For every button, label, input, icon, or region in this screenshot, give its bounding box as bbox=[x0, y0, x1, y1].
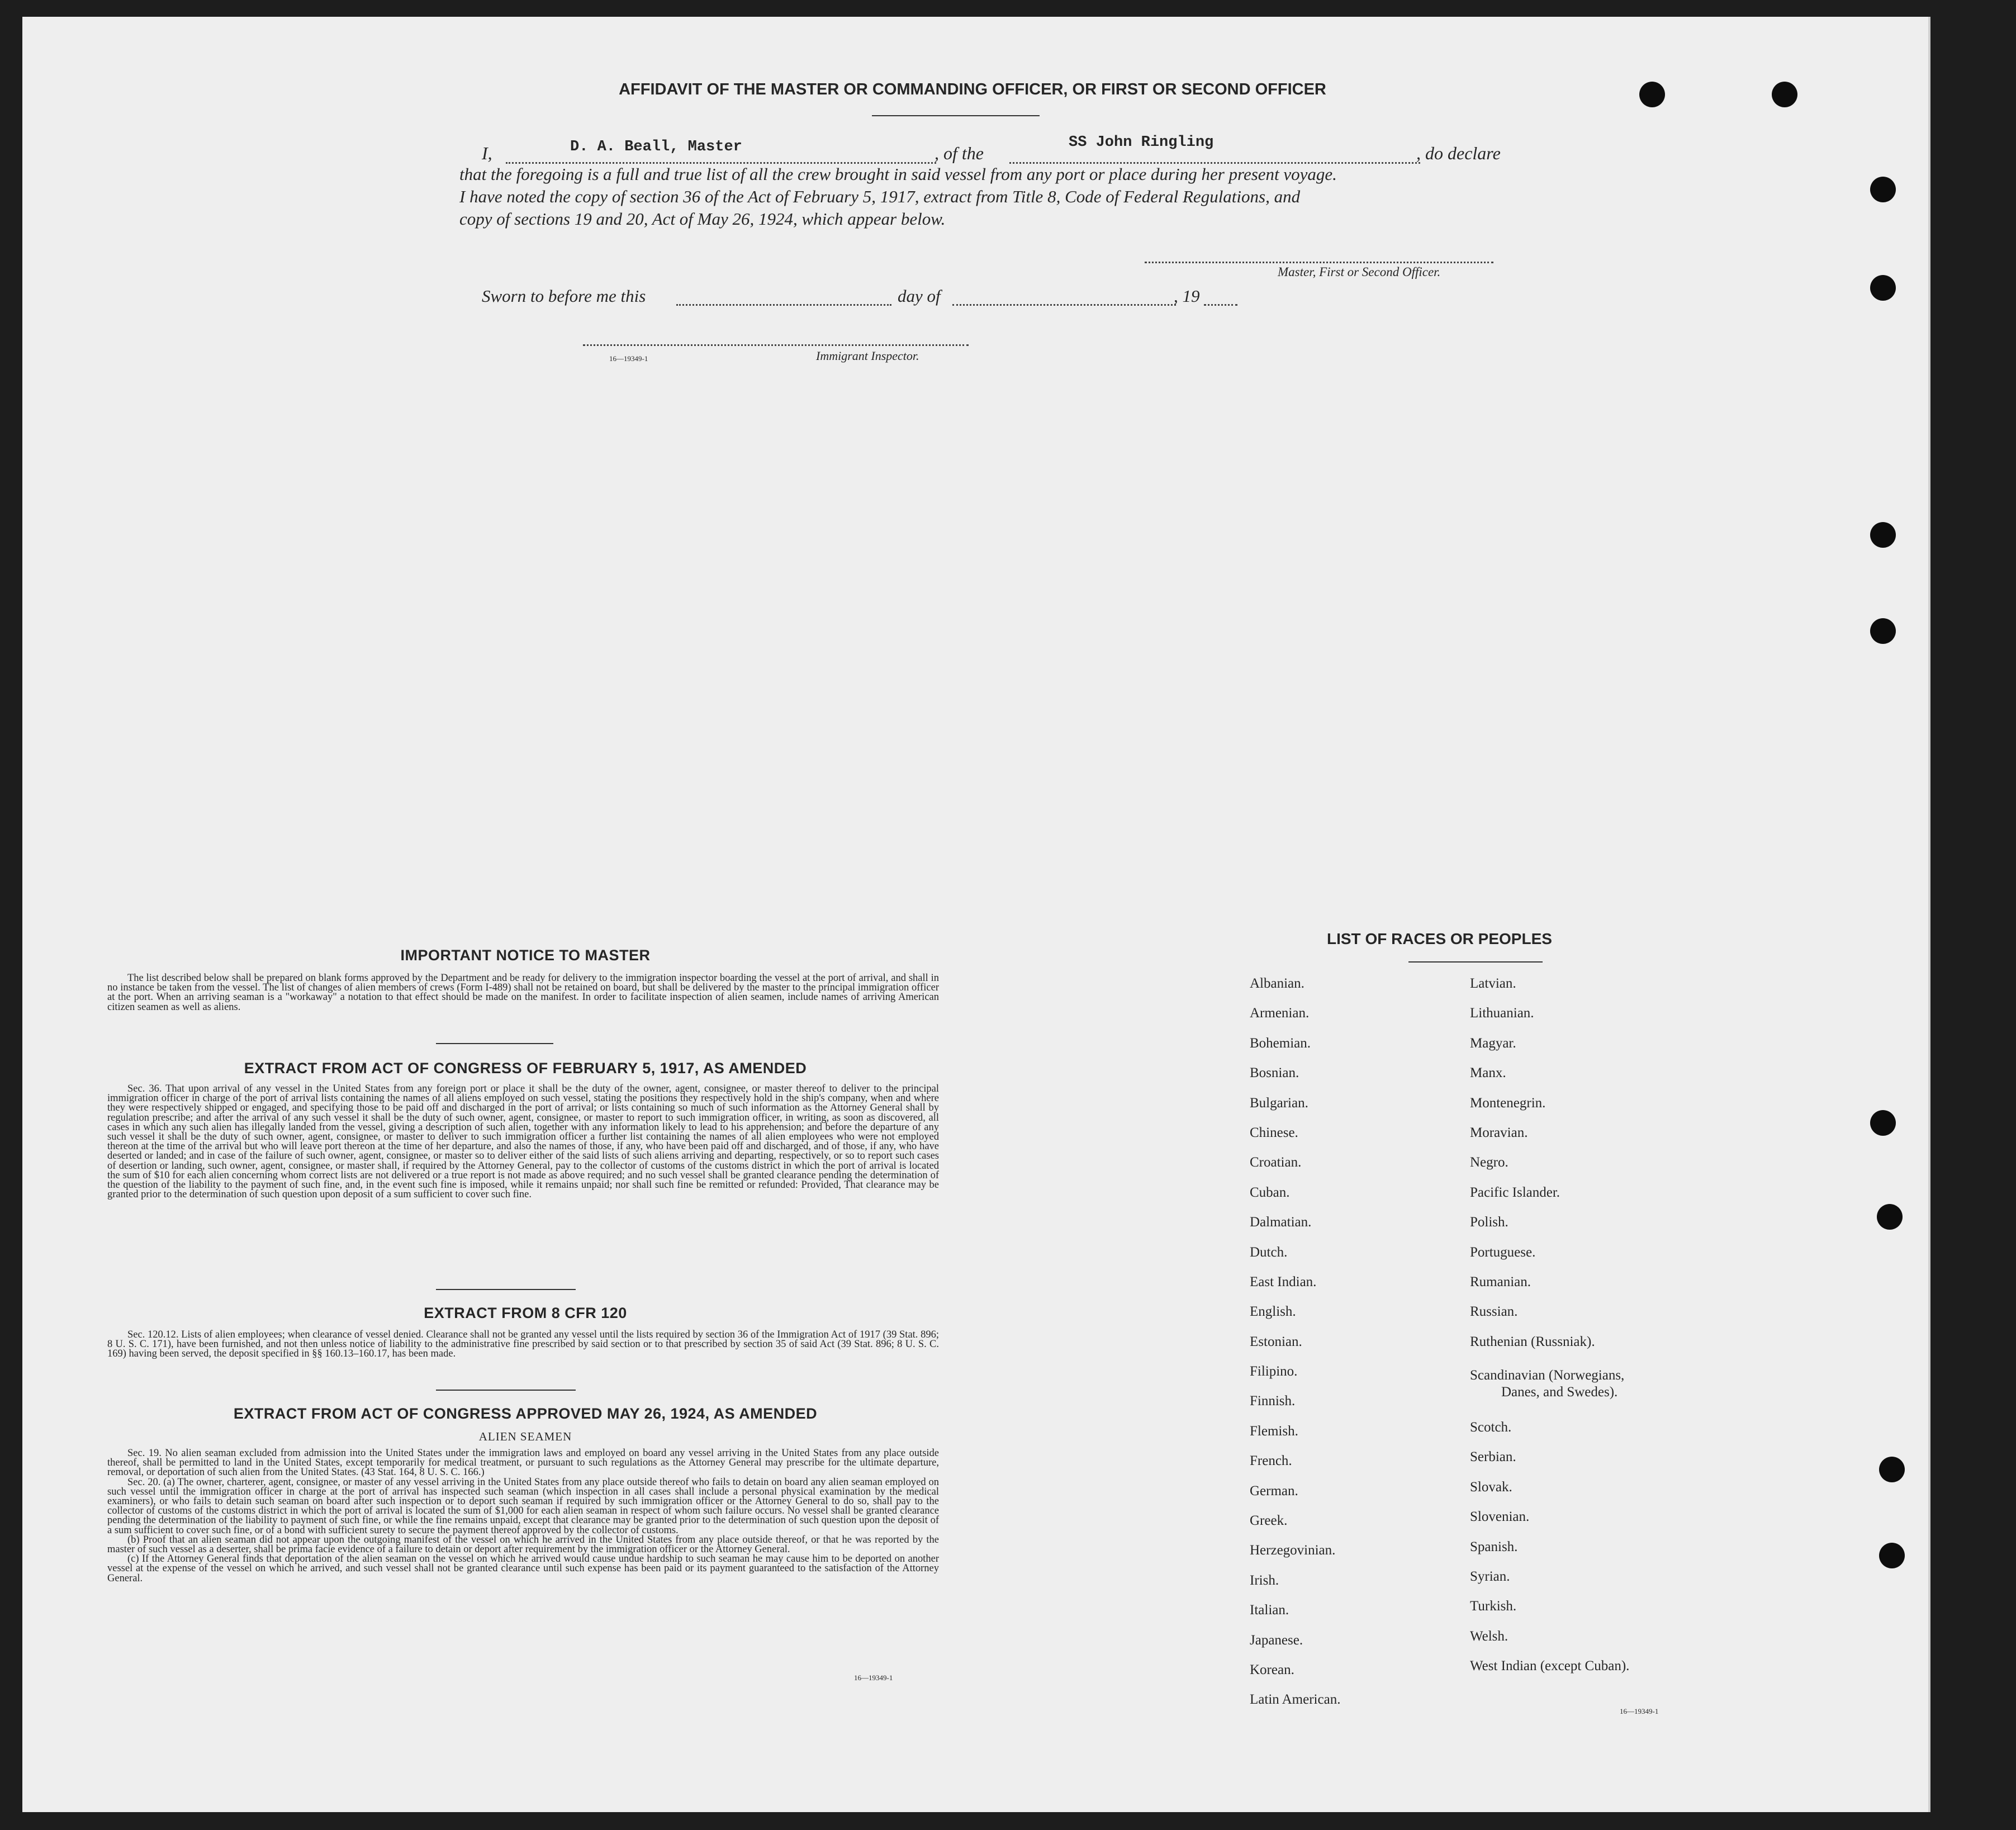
year-prefix: , 19 bbox=[1174, 286, 1200, 306]
scandinavian-line-2: Danes, and Swedes). bbox=[1501, 1385, 1618, 1400]
race-item: Italian. bbox=[1250, 1603, 1289, 1618]
race-item: Scotch. bbox=[1470, 1420, 1512, 1435]
race-item: Welsh. bbox=[1470, 1628, 1509, 1644]
inspector-signature-blank bbox=[583, 344, 969, 346]
race-item: Latvian. bbox=[1470, 976, 1516, 991]
race-item: Armenian. bbox=[1250, 1006, 1310, 1021]
sworn-month-blank bbox=[952, 304, 1176, 306]
punch-hole bbox=[1879, 1543, 1905, 1568]
race-item: Croatian. bbox=[1250, 1155, 1302, 1170]
form-number: 16—19349-1 bbox=[854, 1673, 893, 1682]
notice-body bbox=[107, 974, 939, 1012]
race-item: Serbian. bbox=[1470, 1449, 1516, 1465]
section-divider bbox=[436, 1390, 576, 1391]
race-item: Bohemian. bbox=[1250, 1035, 1311, 1051]
race-item: Turkish. bbox=[1470, 1599, 1517, 1614]
race-item-scandinavian bbox=[1470, 1364, 1629, 1420]
section-divider bbox=[436, 1043, 553, 1044]
race-item: Korean. bbox=[1250, 1662, 1294, 1677]
race-item: Russian. bbox=[1470, 1304, 1518, 1320]
signature-blank bbox=[1145, 262, 1493, 263]
race-item: Ruthenian (Russniak). bbox=[1470, 1334, 1595, 1349]
i-label: I, bbox=[482, 143, 492, 163]
declaration-line-4: copy of sections 19 and 20, Act of May 26, 1924, which appear below. bbox=[459, 209, 946, 229]
name-blank bbox=[506, 162, 936, 164]
race-item: German. bbox=[1250, 1483, 1298, 1499]
race-item: French. bbox=[1250, 1453, 1292, 1469]
race-item: Spanish. bbox=[1470, 1539, 1518, 1554]
declaration-line-3: I have noted the copy of section 36 of the Act of February 5, 1917, extract from Title 8, Code of Federal Regulations, and bbox=[459, 187, 1301, 206]
punch-hole bbox=[1870, 177, 1896, 202]
races-divider bbox=[1408, 961, 1543, 963]
race-item: Negro. bbox=[1470, 1155, 1509, 1170]
vessel-blank bbox=[1009, 162, 1420, 164]
notice-text: The list described below shall be prepared on blank forms approved by the Department and be ready for delivery to the immigration inspector boarding the vessel at the port of arrival, and shall in no instance be taken from the vessel. The list of changes of alien members of crews (Form I-489) shall not be retained on board, but shall be delivered by the master to the principal immigration officer at the port. When an arriving seaman is a "workaway" a notation to that effect should be made on the manifest. In order to facilitate inspection of alien seamen, include names of arriving American citizen seamen as well as aliens. bbox=[107, 973, 939, 1013]
race-item: Slovak. bbox=[1470, 1479, 1512, 1495]
section-20b-text: (b) Proof that an alien seaman did not appear upon the outgoing manifest of the vessel on which he arrived in the United States from any place outside thereof, or that he was reported by the master of such vessel as a deserter, shall be prima facie evidence of a failure to detain or deport after requirement by the immigration officer or the Attorney General. bbox=[107, 1534, 939, 1556]
scandinavian-line-1: Scandinavian (Norwegians, bbox=[1470, 1368, 1625, 1383]
race-item: English. bbox=[1250, 1304, 1296, 1320]
day-of-label: day of bbox=[898, 286, 941, 306]
section-19-text: Sec. 19. No alien seaman excluded from admission into the United States under the immigration laws and employed on board any vessel arriving in the United States from any place outside thereof, shall be permitted to land in the United States, except temporarily for medical treatment, or pursuant to such regulations as the Attorney General may prescribe for the ultimate departure, removal, or deportation of such alien from the United States. (43 Stat. 164, 8 U. S. C. 166.) bbox=[107, 1448, 939, 1478]
race-item: Montenegrin. bbox=[1470, 1095, 1546, 1111]
section-20c-text: (c) If the Attorney General finds that deportation of the alien seaman on the vessel on which he arrived would cause undue hardship to such seaman he may cause him to be deported on another vessel at the expense of the vessel on which he arrived, and such vessel shall not be granted clearance until such expense has been paid or its payment guaranteed to the satisfaction of the Attorney General. bbox=[107, 1553, 939, 1584]
master-name: D. A. Beall, Master bbox=[570, 139, 742, 155]
race-item: Bosnian. bbox=[1250, 1065, 1299, 1081]
notice-title: IMPORTANT NOTICE TO MASTER bbox=[400, 947, 651, 964]
form-number: 16—19349-1 bbox=[609, 354, 648, 363]
do-declare-label: , do declare bbox=[1416, 143, 1501, 163]
sworn-day-blank bbox=[676, 304, 891, 306]
year-blank bbox=[1204, 304, 1237, 306]
document-page bbox=[22, 17, 1930, 1812]
race-item: Slovenian. bbox=[1470, 1509, 1530, 1525]
race-item: Filipino. bbox=[1250, 1364, 1298, 1379]
punch-hole bbox=[1772, 82, 1797, 107]
sworn-label: Sworn to before me this bbox=[482, 286, 646, 306]
of-the-label: , of the bbox=[935, 143, 984, 163]
race-item: Bulgarian. bbox=[1250, 1095, 1308, 1111]
races-left-column bbox=[1250, 976, 1340, 1722]
extract-1917-title: EXTRACT FROM ACT OF CONGRESS OF FEBRUARY 5, 1917, AS AMENDED bbox=[244, 1060, 807, 1077]
extract-cfr-body bbox=[107, 1330, 939, 1359]
cfr-120-12-text: Sec. 120.12. Lists of alien employees; when clearance of vessel denied. Clearance shall not be granted any vessel until the lists required by section 36 of the Immigration Act of 1917 (39 Stat. 896; 8 U. S. C. 171), have been furnished, and not then unless notice of liability to the administrative fine prescribed by said section or to that prescribed by section 35 of said Act (39 Stat. 896; 8 U. S. C. 169) having been served, the deposit specified in §§ 160.13–160.17, has been made. bbox=[107, 1329, 939, 1360]
punch-hole bbox=[1870, 618, 1896, 644]
race-item: Dalmatian. bbox=[1250, 1215, 1312, 1230]
extract-1924-title: EXTRACT FROM ACT OF CONGRESS APPROVED MAY 26, 1924, AS AMENDED bbox=[233, 1405, 818, 1422]
race-item: Irish. bbox=[1250, 1572, 1279, 1588]
race-item: Estonian. bbox=[1250, 1334, 1302, 1349]
section-divider bbox=[436, 1289, 576, 1290]
race-item: Pacific Islander. bbox=[1470, 1184, 1560, 1200]
race-item: Flemish. bbox=[1250, 1423, 1298, 1439]
punch-hole bbox=[1877, 1204, 1903, 1230]
race-item: Dutch. bbox=[1250, 1244, 1288, 1260]
affidavit-title: AFFIDAVIT OF THE MASTER OR COMMANDING OFFICER, OR FIRST OR SECOND OFFICER bbox=[619, 80, 1326, 98]
signature-label: Master, First or Second Officer. bbox=[1278, 265, 1441, 279]
alien-seamen-subtitle: ALIEN SEAMEN bbox=[478, 1430, 572, 1443]
race-item: Lithuanian. bbox=[1470, 1006, 1534, 1021]
section-20a-text: Sec. 20. (a) The owner, charterer, agent, consignee, or master of any vessel arriving in the United States from any place outside thereof who fails to detain on board any alien seaman employed on such vessel until the immigration officer in charge at the port of arrival has inspected such seaman (which inspection in all cases shall include a personal physical examination by the medical examiners), or who fails to detain such seaman on board after such inspection or to deport such seaman if required by such immigration officer or the Attorney General to do so, shall pay to the collector of customs of the customs district in which the port of arrival is located the sum of $1,000 for each alien seaman in respect of whom such failure occurs. No vessel shall be granted clearance pending the determination of the liability to payment of such fine, or while the fine remains unpaid, except that clearance may be granted prior to the determination of such question upon the deposit of a sum sufficient to cover such fine, or of a bond with sufficient surety to secure the payment thereof approved by the collector of customs. bbox=[107, 1476, 939, 1536]
races-title: LIST OF RACES OR PEOPLES bbox=[1327, 930, 1552, 947]
punch-hole bbox=[1879, 1457, 1905, 1482]
title-divider bbox=[872, 115, 1040, 116]
race-item: Portuguese. bbox=[1470, 1244, 1536, 1260]
section-36-text: Sec. 36. That upon arrival of any vessel in the United States from any foreign port or place it shall be the duty of the owner, agent, consignee, or master thereof to deliver to the principal immigration officer in charge of the port of arrival lists containing the names of all aliens employed on such vessel, stating the positions they respectively hold in the ship's company, when and where they were respectively shipped or engaged, and specifying those to be paid off and discharged in the port of arrival; or lists containing so much of such information as the Attorney General shall by regulation prescribe; and after the arrival of any such vessel it shall be the duty of such owner, agent, consignee, or master to report to such immigration officer, in writing, as soon as discovered, all cases in which any such alien has illegally landed from the vessel, giving a description of such alien, together with any information likely to lead to his apprehension; and before the departure of any such vessel it shall be the duty of such owner, agent, consignee, or master to deliver to such immigration officer a further list containing the names of all alien employees who were not employed thereon at the time of the arrival but who will leave port thereon at the time of her departure, and also the names of those, if any, who have been paid off and discharged, and of those, if any, who have deserted or landed; and in case of the failure of such owner, agent, consignee, or master so to deliver either of the said lists of such aliens arriving and departing, respectively, or so to report such cases of desertion or landing, such owner, agent, consignee, or master shall, if required by the Attorney General, pay to the collector of customs of the customs district in which the port of arrival is located the sum of $10 for each alien concerning whom correct lists are not delivered or a true report is not made as above required; and no such vessel shall be granted clearance pending the determination of the question of the liability to the payment of such fine, and, in the event such fine is imposed, while it remains unpaid; nor shall such fine be remitted or refunded: Provided, That clearance may be granted prior to the determination of such question upon deposit of a sum sufficient to cover such fine. bbox=[107, 1083, 939, 1201]
race-item: Cuban. bbox=[1250, 1184, 1290, 1200]
punch-hole bbox=[1870, 522, 1896, 548]
punch-hole bbox=[1870, 275, 1896, 301]
races-right-column bbox=[1470, 976, 1629, 1689]
race-item: Rumanian. bbox=[1470, 1274, 1531, 1289]
race-item: Latin American. bbox=[1250, 1692, 1341, 1708]
race-item: Finnish. bbox=[1250, 1393, 1296, 1409]
inspector-label: Immigrant Inspector. bbox=[816, 349, 919, 363]
race-item: West Indian (except Cuban). bbox=[1470, 1658, 1630, 1674]
vessel-name: SS John Ringling bbox=[1069, 134, 1214, 151]
punch-hole bbox=[1639, 82, 1665, 107]
race-item: Syrian. bbox=[1470, 1569, 1510, 1585]
race-item: Herzegovinian. bbox=[1250, 1543, 1336, 1558]
race-item: Chinese. bbox=[1250, 1125, 1298, 1140]
race-item: Moravian. bbox=[1470, 1125, 1528, 1140]
race-item: Albanian. bbox=[1250, 976, 1305, 991]
extract-cfr-title: EXTRACT FROM 8 CFR 120 bbox=[424, 1305, 627, 1321]
race-item: Magyar. bbox=[1470, 1035, 1516, 1051]
punch-hole bbox=[1870, 1110, 1896, 1136]
race-item: Greek. bbox=[1250, 1513, 1288, 1529]
race-item: Manx. bbox=[1470, 1065, 1506, 1081]
form-number: 16—19349-1 bbox=[1620, 1707, 1659, 1715]
extract-1917-body bbox=[107, 1084, 939, 1200]
race-item: Polish. bbox=[1470, 1215, 1509, 1230]
race-item: Japanese. bbox=[1250, 1632, 1303, 1648]
declaration-line-2: that the foregoing is a full and true list of all the crew brought in said vessel from any port or place during her present voyage. bbox=[459, 164, 1337, 184]
extract-1924-body bbox=[107, 1449, 939, 1584]
race-item: East Indian. bbox=[1250, 1274, 1317, 1289]
